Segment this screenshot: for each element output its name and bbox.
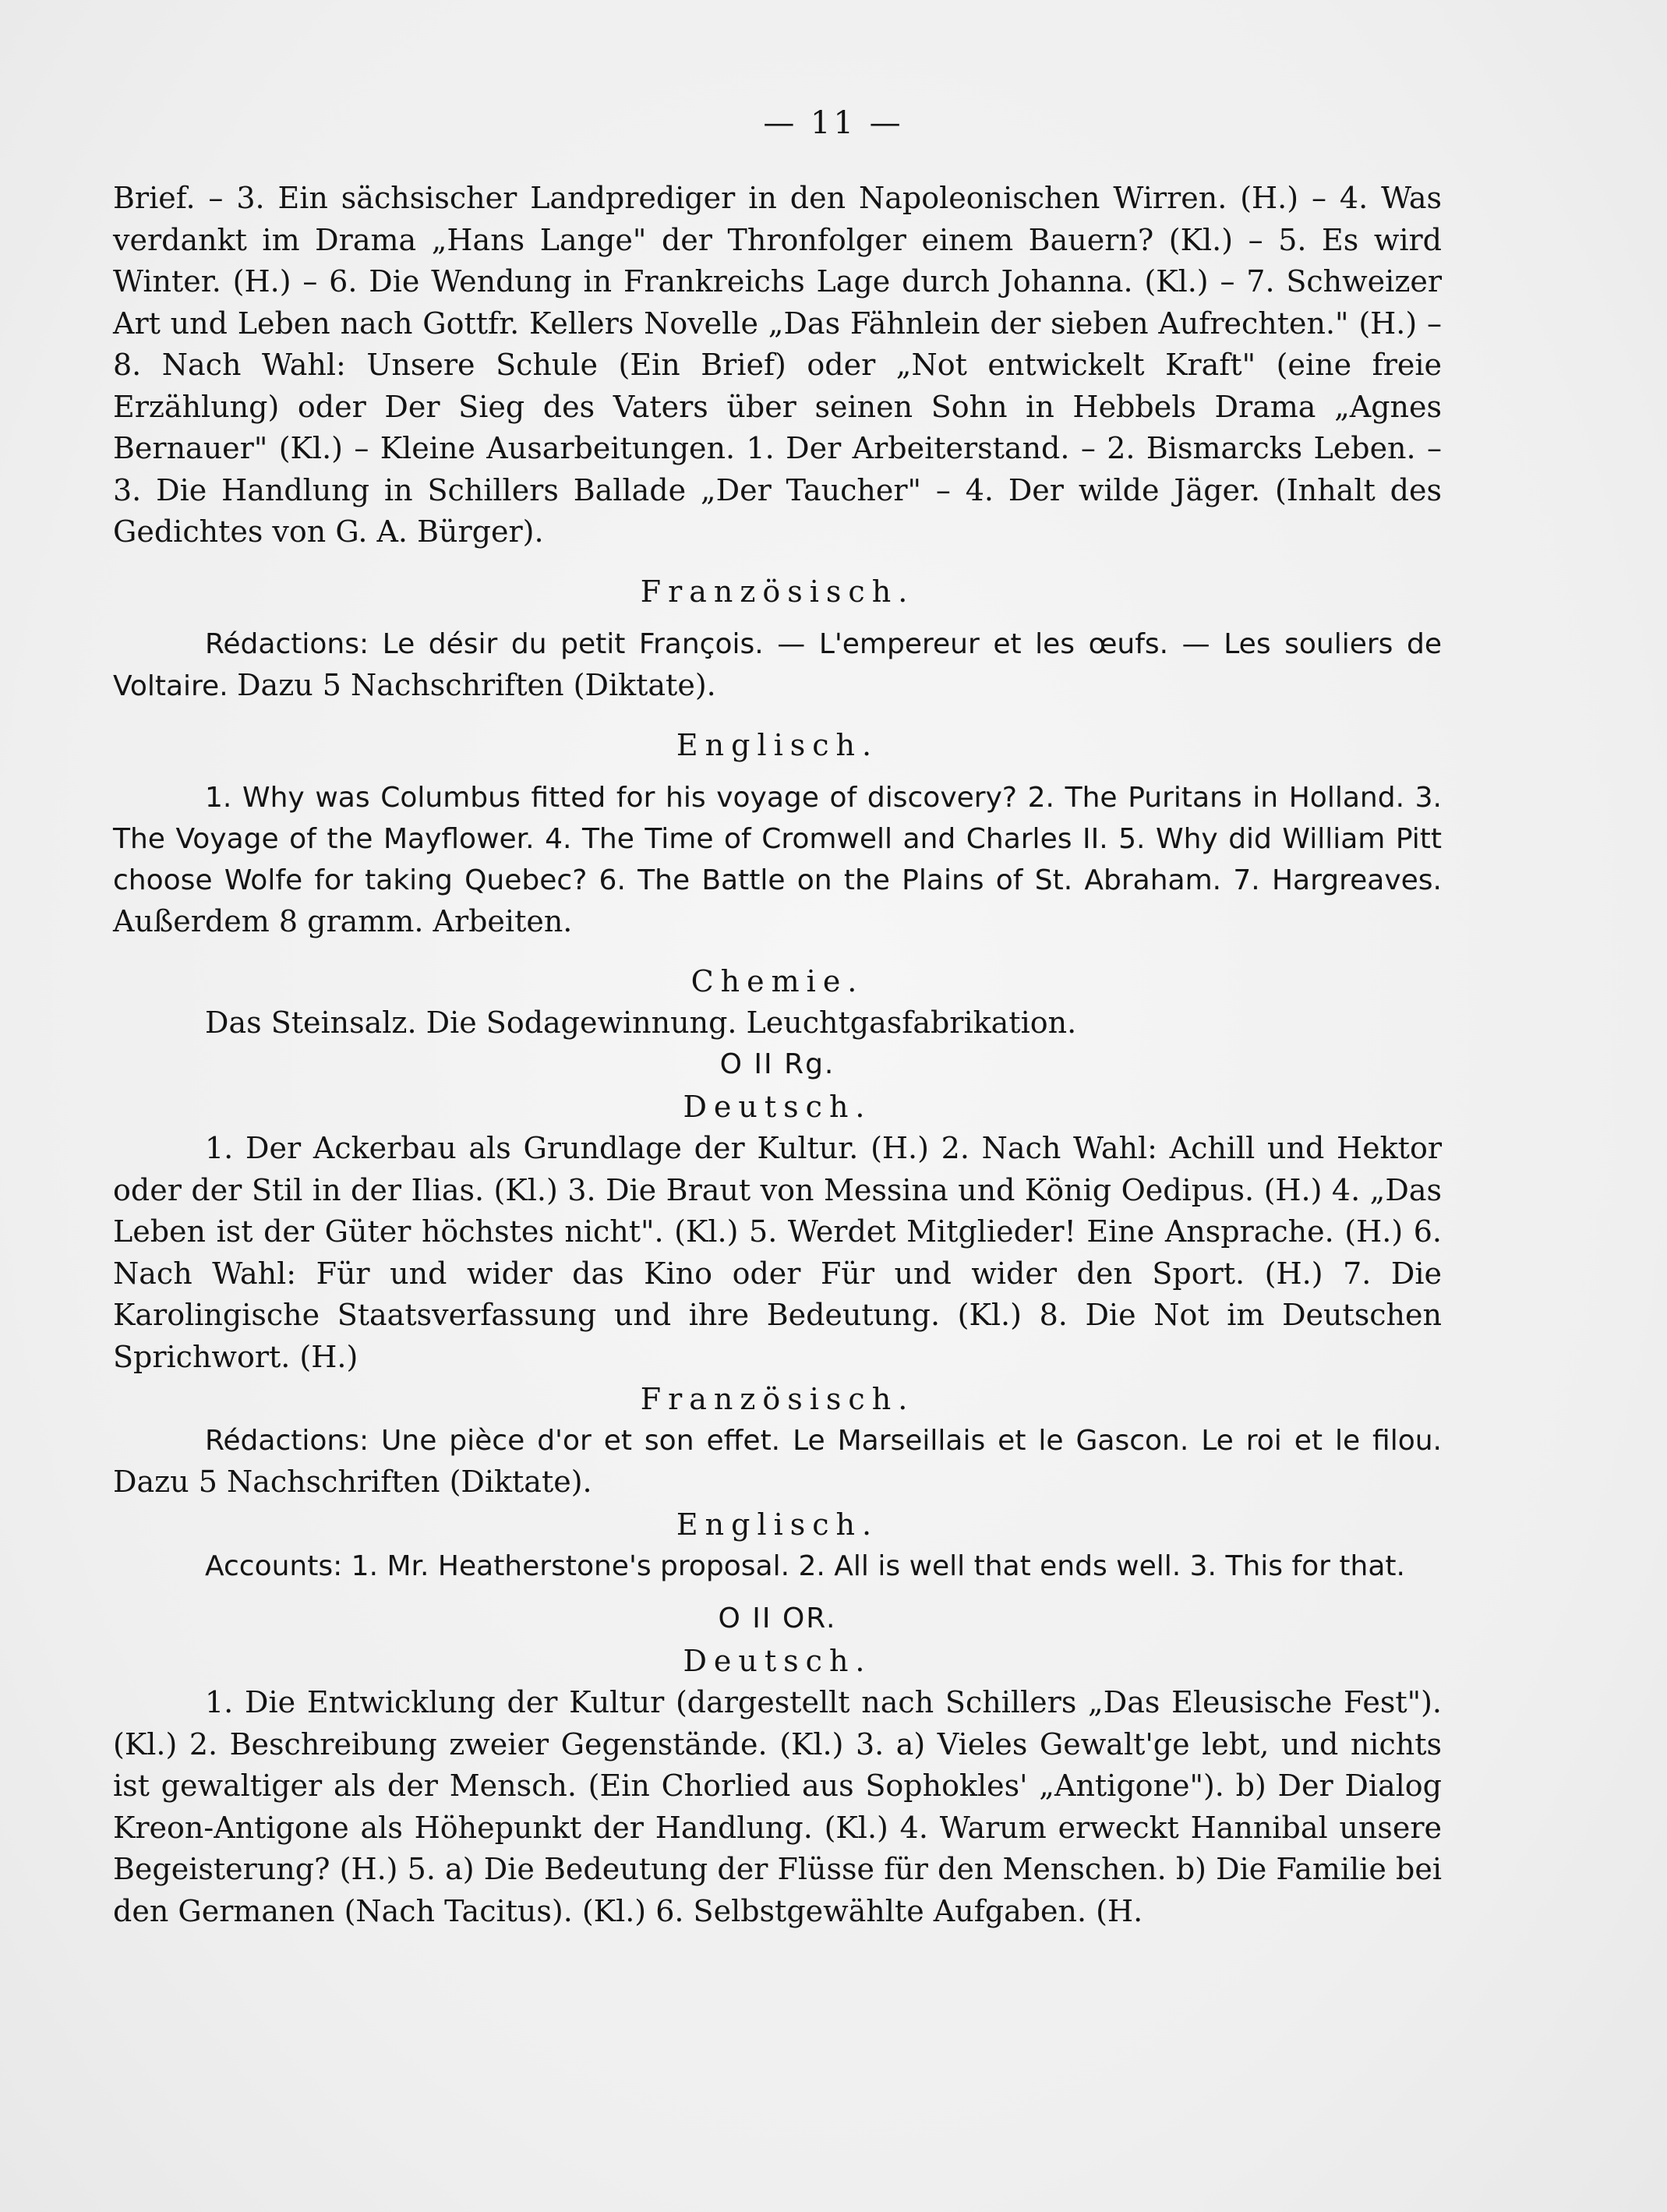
- franzoesisch-2-latin: Rédactions: Une pièce d'or et son effet. Le Marseillais et le Gascon. Le roi et le filou.: [205, 1425, 1442, 1457]
- deutsch-3-paragraph: 1. Die Entwicklung der Kultur (dargestellt nach Schillers „Das Eleusische Fest"). (Kl.) 2. Beschreibung zweier Gegenstände. (Kl.) 3. a) Vieles Gewalt'ge lebt, und nichts ist gewaltiger als der Mensch. (Ein Chorlied aus Sophokles' „Antigone"). b) Der Dialog Kreon-Antigone als Höhepunkt der Handlung. (Kl.) 4. Warum erweckt Hannibal unsere Begeisterung? (H.) 5. a) Die Bedeutung der Flüsse für den Menschen. b) Die Familie bei den Germanen (Nach Tacitus). (Kl.) 6. Selbstgewählte Aufgaben. (H.: [113, 1685, 1442, 1928]
- englisch-2-paragraph: Accounts: 1. Mr. Heatherstone's proposal. 2. All is well that ends well. 3. This for that.: [205, 1550, 1405, 1582]
- chemie-paragraph: Das Steinsalz. Die Sodagewinnung. Leuchtgasfabrikation.: [205, 1005, 1077, 1040]
- heading-chemie: Chemie.: [690, 963, 864, 998]
- heading-englisch-2: Englisch.: [676, 1507, 879, 1542]
- franzoesisch-1-latin: Rédactions: Le désir du petit François. — L'empereur et les œufs. — Les souliers de Voltaire.: [113, 627, 1442, 702]
- heading-englisch-1: Englisch.: [676, 727, 879, 762]
- intro-paragraph: Brief. – 3. Ein sächsischer Landprediger in den Napoleonischen Wirren. (H.) – 4. Was verdankt im Drama „Hans Lange" der Thronfolger einem Bauern? (Kl.) – 5. Es wird Winter. (H.) – 6. Die Wendung in Frankreichs Lage durch Johanna. (Kl.) – 7. Schweizer Art und Leben nach Gottfr. Kellers Novelle „Das Fähnlein der sieben Aufrechten." (H.) – 8. Nach Wahl: Unsere Schule (Ein Brief) oder „Not entwickelt Kraft" (eine freie Erzählung) oder Der Sieg des Vaters über seinen Sohn in Hebbels Drama „Agnes Bernauer" (Kl.) – Kleine Ausarbeitungen. 1. Der Arbeiterstand. – 2. Bismarcks Leben. – 3. Die Handlung in Schillers Ballade „Der Taucher" – 4. Der wilde Jäger. (Inhalt des Gedichtes von G. A. Bürger).: [113, 181, 1442, 549]
- deutsch-2-paragraph: 1. Der Ackerbau als Grundlage der Kultur. (H.) 2. Nach Wahl: Achill und Hektor oder der Stil in der Ilias. (Kl.) 3. Die Braut von Messina und König Oedipus. (H.) 4. „Das Leben ist der Güter höchstes nicht". (Kl.) 5. Werdet Mitglieder! Eine Ansprache. (H.) 6. Nach Wahl: Für und wider das Kino oder Für und wider den Sport. (H.) 7. Die Karolingische Staatsverfassung und ihre Bedeutung. (Kl.) 8. Die Not im Deutschen Sprichwort. (H.): [113, 1131, 1442, 1374]
- heading-deutsch-3: Deutsch.: [683, 1644, 872, 1678]
- englisch-1-latin: 1. Why was Columbus fitted for his voyage of discovery? 2. The Puritans in Holland. 3. The Voyage of the Mayflower. 4. The Time of Cromwell and Charles II. 5. Why did William Pitt choose Wolfe for taking Quebec? 6. The Battle on the Plains of St. Abraham. 7. Hargreaves.: [113, 781, 1442, 896]
- page-body: [113, 178, 1442, 1932]
- class-heading-o-ii-rg: O II Rg.: [719, 1048, 835, 1080]
- franzoesisch-2-tail: Dazu 5 Nachschriften (Diktate).: [113, 1465, 592, 1499]
- class-heading-o-ii-or: O II OR.: [718, 1602, 837, 1634]
- page-number: — 11 —: [763, 105, 904, 141]
- franzoesisch-1-tail: Dazu 5 Nachschriften (Diktate).: [237, 667, 716, 702]
- franzoesisch-1-paragraph: [113, 624, 1442, 707]
- heading-franzoesisch-2: Französisch.: [640, 1382, 915, 1416]
- heading-deutsch-2: Deutsch.: [683, 1090, 872, 1124]
- englisch-1-tail: Außerdem 8 gramm. Arbeiten.: [113, 903, 573, 938]
- heading-franzoesisch-1: Französisch.: [640, 574, 915, 609]
- franzoesisch-2-paragraph: [113, 1420, 1442, 1504]
- englisch-1-paragraph: [113, 777, 1442, 943]
